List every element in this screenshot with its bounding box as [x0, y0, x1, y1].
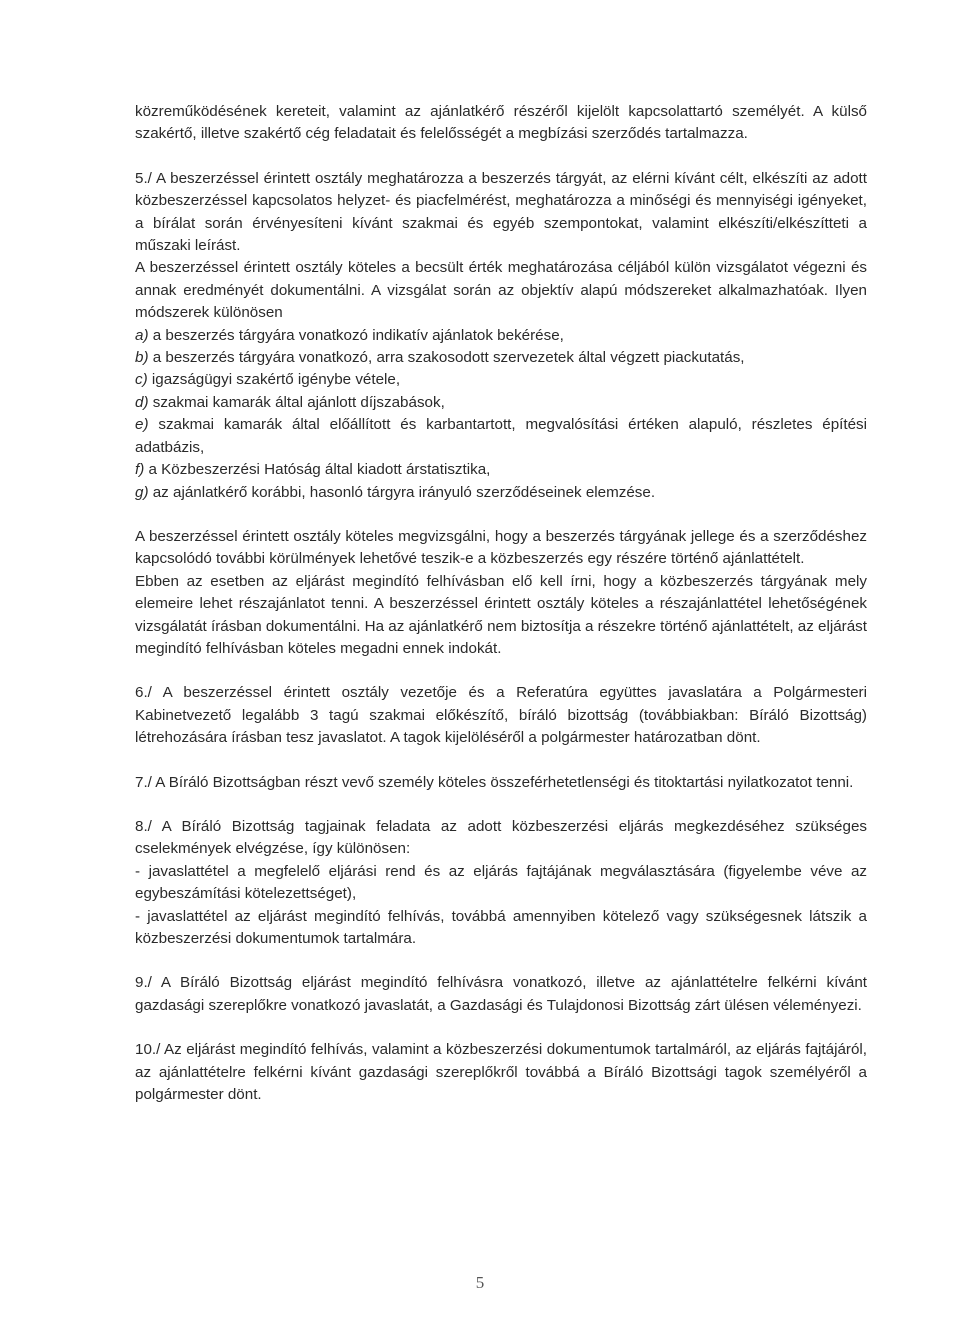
paragraph-5-2: A beszerzéssel érintett osztály köteles a becsült érték meghatározása céljából külön vizsgálatot végezni és annak eredményét dokumentálni. A vizsgálat során az objektív alapú módszereket alkalmazhatóak. Ilyen módszerek különösen: [135, 259, 867, 322]
method-marker: f): [135, 461, 145, 479]
paragraph-9: 9./ A Bíráló Bizottság eljárást megindító felhívásra vonatkozó, illetve az ajánlattételre felkérni kívánt gazdasági szereplőkre vonatkozó javaslatát, a Gazdasági és Tulajdonosi Bizottság zárt ülésen véleményezi.: [135, 974, 867, 1014]
paragraph-5-4: Ebben az esetben az eljárást megindító felhívásban elő kell írni, hogy a közbeszerzés tárgyának mely elemeire lehet részajánlatot tenni. A beszerzéssel érintett osztály köteles a részajánlattétel lehetőségének vizsgálatát írásban dokumentálni. Ha az ajánlatkérő nem biztosítja a részekre történő ajánlattételt, az eljárást megindító felhívásban köteles megadni ennek indokát.: [135, 572, 867, 657]
method-marker: g): [135, 483, 149, 501]
paragraph-6: 6./ A beszerzéssel érintett osztály vezetője és a Referatúra együttes javaslatára a Polgármesteri Kabinetvezető legalább 3 tagú szakmai előkészítő, bíráló bizottság (továbbiakban: Bíráló Bizottság) létrehozására írásban tesz javaslatot. A tagok kijelöléséről a polgármester határozatban dönt.: [135, 684, 867, 747]
document-body: [135, 101, 867, 1106]
paragraph-5-1: 5./ A beszerzéssel érintett osztály meghatározza a beszerzés tárgyát, az elérni kívánt célt, elkészíti az adott közbeszerzéssel kapcsolatos helyzet- és piacfelmérést, meghatározza a minőségi és mennyiségi igényeket, a bírálat során érvényesíteni kívánt szakmai és egyéb szempontokat, valamint elkészíti/elkészítteti a műszaki leírást.: [135, 169, 867, 255]
method-text: szakmai kamarák által előállított és karbantartott, megvalósítási értéken alapuló, részletes építési adatbázis,: [135, 416, 867, 456]
method-item: [135, 459, 867, 481]
method-marker: d): [135, 393, 149, 411]
method-item: [135, 392, 867, 414]
paragraph-intro: közreműködésének kereteit, valamint az ajánlatkérő részéről kijelölt kapcsolattartó személyét. A külső szakértő, illetve szakértő cég feladatait és felelősségét a megbízási szerződés tartalmazza.: [135, 103, 867, 143]
method-text: a beszerzés tárgyára vonatkozó, arra szakosodott szervezetek által végzett piackutatás,: [148, 349, 745, 367]
method-marker: e): [135, 416, 149, 434]
method-text: igazságügyi szakértő igénybe vétele,: [147, 371, 401, 389]
method-item: [135, 414, 867, 459]
page-number: 5: [475, 1273, 485, 1292]
method-text: a Közbeszerzési Hatóság által kiadott árstatisztika,: [144, 461, 491, 479]
method-text: szakmai kamarák által ajánlott díjszabások,: [148, 393, 445, 411]
method-marker: b): [135, 349, 149, 367]
method-item: [135, 369, 867, 391]
method-text: az ajánlatkérő korábbi, hasonló tárgyra irányuló szerződéseinek elemzése.: [148, 483, 656, 501]
paragraph-8: 8./ A Bíráló Bizottság tagjainak feladata az adott közbeszerzési eljárás megkezdéséhez szükséges cselekmények elvégzése, így különösen:: [135, 817, 867, 858]
paragraph-7: 7./ A Bíráló Bizottságban részt vevő személy köteles összeférhetetlenségi és titoktartási nyilatkozatot tenni.: [135, 773, 854, 791]
method-item: [135, 347, 867, 369]
method-marker: a): [135, 326, 149, 344]
method-item: [135, 482, 867, 504]
method-item: [135, 325, 867, 347]
paragraph-5-3: A beszerzéssel érintett osztály köteles megvizsgálni, hogy a beszerzés tárgyának jellege és a szerződéshez kapcsolódó további körülmények lehetővé teszik-e a közbeszerzés egy részére történő ajánlattételt.: [135, 527, 867, 568]
method-marker: c): [135, 371, 148, 389]
paragraph-8-item-a: - javaslattétel a megfelelő eljárási rend és az eljárás fajtájának megválasztására (figyelembe véve az egybeszámítási kötelezettséget),: [135, 862, 867, 903]
paragraph-8-item-b: - javaslattétel az eljárást megindító felhívás, továbbá amennyiben kötelező vagy szükségesnek látszik a közbeszerzési dokumentumok tartalmára.: [135, 907, 867, 947]
paragraph-10: 10./ Az eljárást megindító felhívás, valamint a közbeszerzési dokumentumok tartalmáról, az eljárás fajtájáról, az ajánlattételre felkérni kívánt gazdasági szereplőkről továbbá a Bíráló Bizottsági tagok személyéről a polgármester dönt.: [135, 1041, 867, 1104]
method-text: a beszerzés tárgyára vonatkozó indikatív ajánlatok bekérése,: [148, 326, 564, 344]
